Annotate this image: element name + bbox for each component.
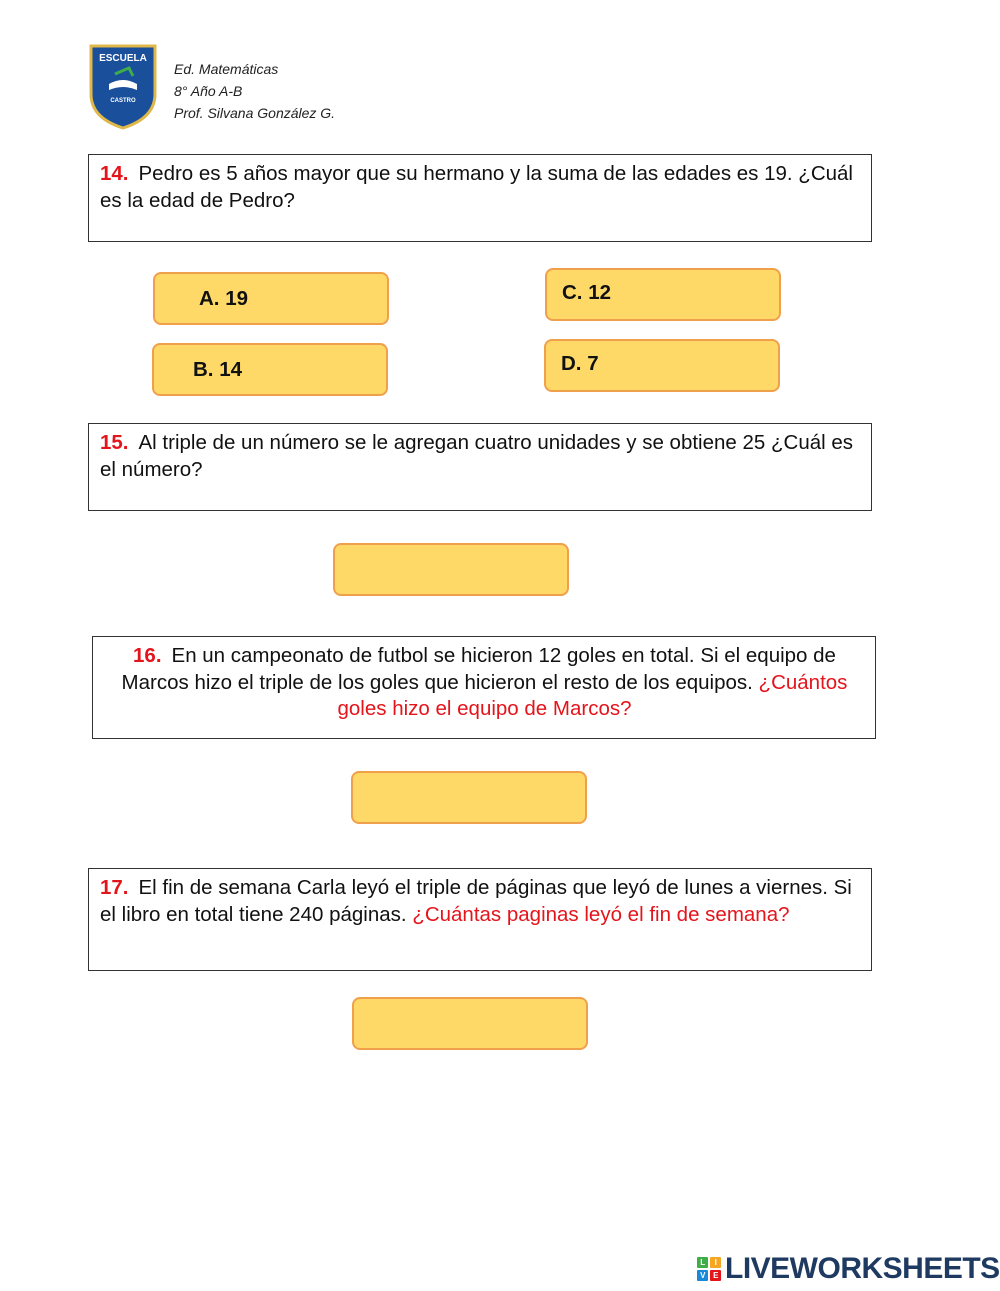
brand-text: LIVEWORKSHEETS — [725, 1252, 1000, 1285]
school-logo — [89, 44, 157, 130]
logo-text: ESCUELA — [99, 53, 147, 64]
teacher-label: Prof. Silvana González G. — [174, 105, 336, 121]
question-prompt: ¿Cuántos goles hizo el equipo de Marcos? — [337, 670, 848, 720]
answer-option-a[interactable] — [153, 272, 389, 325]
question-15-box — [88, 423, 872, 511]
subject-label: Ed. Matemáticas — [174, 61, 279, 77]
question-16-box — [92, 636, 876, 739]
liveworksheets-logo — [697, 1252, 1000, 1286]
question-text: El fin de semana Carla leyó el triple de páginas que leyó de lunes a viernes. Si el libro en total tiene 240 páginas. — [100, 876, 852, 926]
brand-grid-cell: V — [697, 1270, 708, 1281]
brand-grid-cell: L — [697, 1257, 708, 1268]
question-text: Pedro es 5 años mayor que su hermano y la suma de las edades es 19. ¿Cuál es la edad de Pedro? — [100, 162, 853, 212]
answer-input-16[interactable] — [351, 771, 587, 824]
option-label: D. 7 — [561, 352, 599, 375]
grade-label: 8° Año A-B — [174, 83, 243, 99]
logo-subtext: CASTRO — [110, 98, 136, 104]
answer-option-c[interactable] — [545, 268, 781, 321]
answer-input-15[interactable] — [333, 543, 569, 596]
option-label: C. 12 — [562, 281, 611, 304]
question-number: 14. — [100, 162, 129, 185]
answer-option-d[interactable] — [544, 339, 780, 392]
question-number: 15. — [100, 431, 129, 454]
brand-grid-icon — [697, 1257, 721, 1281]
option-label: B. 14 — [193, 357, 242, 381]
question-number: 17. — [100, 876, 129, 899]
question-17-box — [88, 868, 872, 971]
option-label: A. 19 — [199, 286, 248, 310]
question-prompt: ¿Cuántas paginas leyó el fin de semana? — [412, 902, 790, 926]
answer-option-b[interactable] — [152, 343, 388, 396]
question-number: 16. — [133, 644, 162, 667]
question-text: En un campeonato de futbol se hicieron 12 goles en total. Si el equipo de Marcos hizo el triple de los goles que hicieron el resto de los equipos. — [121, 644, 836, 694]
brand-grid-cell: I — [710, 1257, 721, 1268]
question-text: Al triple de un número se le agregan cuatro unidades y se obtiene 25 ¿Cuál es el número? — [100, 431, 854, 481]
answer-input-17[interactable] — [352, 997, 588, 1050]
header-info — [174, 58, 335, 124]
question-14-box — [88, 154, 872, 242]
brand-grid-cell: E — [710, 1270, 721, 1281]
